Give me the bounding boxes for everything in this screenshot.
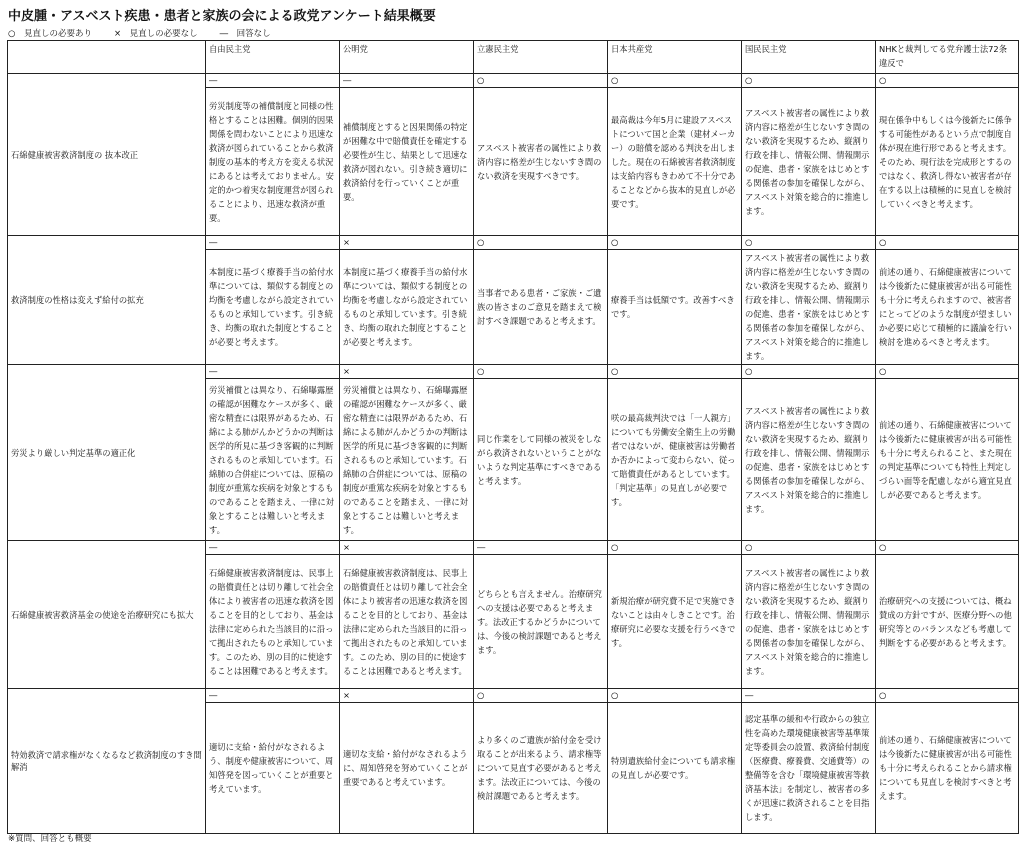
mark-cell: ― (206, 365, 340, 379)
answer-cell: 労災制度等の補償制度と同様の性格とすることは困難。個別的因果関係を問わないことにより迅速な救済が図られていることから救済制度の基本的考え方を変える状況にあるとは考えておりません。安定的かつ着実な制度運営が図られることにより、迅速な救済が重要。 (206, 88, 340, 236)
answer-cell: 新規治療が研究費不足で実施できないことは由々しきことです。治療研究に必要な支援を行うべきです。 (608, 555, 742, 689)
answer-cell: どちらとも言えません。治療研究への支援は必要であると考えます。法改正するかどうかについては、今後の検討課題であると考えます。 (474, 555, 608, 689)
mark-cell: ― (742, 689, 876, 703)
answer-cell: 前述の通り、石綿健康被害については今後新たに健康被害が出る可能性も十分に考えられますので、被害者にとってどのような制度が望ましいか必要に応じて積極的に議論を行い検討を進めるべきと考えます。 (876, 250, 1019, 365)
mark-cell: ○ (742, 74, 876, 88)
mark-cell: ― (206, 689, 340, 703)
mark-cell: ○ (742, 365, 876, 379)
mark-cell: ○ (608, 74, 742, 88)
answer-cell: 当事者である患者・ご家族・ご遺族の皆さまのご意見を踏まえて検討すべき課題であると考えます。 (474, 250, 608, 365)
answer-cell: より多くのご遺族が給付金を受け取ることが出来るよう、請求権等について見直す必要があると考えます。法改正については、今後の検討課題であると考えます。 (474, 703, 608, 834)
party-header: 立憲民主党 (474, 41, 608, 74)
answer-cell: 適切に支給・給付がなされるよう、制度や健康被害について、周知啓発を図っていくことが重要と考えています。 (206, 703, 340, 834)
answer-cell: 同じ作業をして同様の被災をしながら救済されないということがないような判定基準にすべきであると考えます。 (474, 379, 608, 541)
mark-cell: ― (206, 236, 340, 250)
page-title: 中皮腫・アスベスト疾患・患者と家族の会による政党アンケート結果概要 (8, 9, 436, 24)
answer-cell: 石綿健康被害救済制度は、民事上の賠償責任とは切り離して社会全体により被害者の迅速な救済を図ることを目的としており、基金は法律に定められた当該目的に沿って拠出されたものと承知しています。このため、別の目的に使途することは困難であると考えます。 (340, 555, 474, 689)
answer-cell: 最高裁は今年5月に建設アスベストについて国と企業（建材メーカー）の賠償を認める判決を出しました。現在の石綿被害者救済制度は支給内容もきわめて不十分であることなどから抜本的見直しが必要です。 (608, 88, 742, 236)
answer-cell: アスベスト被害者の属性により救済内容に格差が生じないすき間のない救済を実現するため、縦割り行政を排し、情報公開、情報開示の促進、患者・家族をはじめとする関係者の参加を確保しながら、アスベスト対策を総合的に推進します。 (742, 555, 876, 689)
answer-cell: 特別遺族給付金についても請求権の見直しが必要です。 (608, 703, 742, 834)
legend-item-yes: ○ 見直しの必要あり (8, 29, 92, 39)
mark-cell: ○ (474, 74, 608, 88)
header-row (8, 41, 1019, 74)
mark-cell: ― (206, 541, 340, 555)
mark-cell: ○ (876, 541, 1019, 555)
mark-cell: ― (340, 74, 474, 88)
mark-cell: ○ (876, 74, 1019, 88)
party-header: 公明党 (340, 41, 474, 74)
mark-cell: ○ (474, 236, 608, 250)
mark-cell: ○ (876, 236, 1019, 250)
answer-cell: 前述の通り、石綿健康被害については今後新たに健康被害が出る可能性も十分に考えられることから請求権についても見直しを検討すべきと考えます。 (876, 703, 1019, 834)
mark-cell: ― (474, 541, 608, 555)
party-header: NHKと裁判してる党弁護士法72条違反で (876, 41, 1019, 74)
legend-item-none: ― 回答なし (219, 29, 271, 39)
header-topic-cell (8, 41, 206, 74)
mark-cell: × (340, 689, 474, 703)
answer-cell: アスベスト被害者の属性により救済内容に格差が生じないすき間のない救済を実現すべきです。 (474, 88, 608, 236)
mark-cell: ○ (608, 365, 742, 379)
legend (8, 27, 271, 39)
mark-cell: ○ (608, 689, 742, 703)
party-header: 日本共産党 (608, 41, 742, 74)
topic-cell: 石綿健康被害救済基金の使途を治療研究にも拡大 (8, 541, 206, 689)
topic-cell: 労災より厳しい判定基準の適正化 (8, 365, 206, 541)
answer-cell: アスベスト被害者の属性により救済内容に格差が生じないすき間のない救済を実現するため、縦割り行政を排し、情報公開、情報開示の促進、患者・家族をはじめとする関係者の参加を確保しながら、アスベスト対策を総合的に推進します。 (742, 379, 876, 541)
legend-item-no: × 見直しの必要なし (113, 29, 198, 39)
topic-cell: 特効救済で請求権がなくなるなど救済制度のすき間解消 (8, 689, 206, 834)
answer-cell: 認定基準の緩和や行政からの独立性を高めた環境健康被害等基準策定等委員会の設置、救済給付制度（医療費、療養費、交通費等）の整備等を含む「環境健康被害等救済基本法」を制定し、被害者の多くが迅速に救済されることを目指します。 (742, 703, 876, 834)
topic-cell: 石綿健康被害救済制度の 抜本改正 (8, 74, 206, 236)
mark-cell: ○ (474, 365, 608, 379)
answer-cell: 補償制度とすると因果関係の特定が困難な中で賠償責任を確定する必要性が生じ、結果として迅速な救済が図れない。引き続き適切に救済給付を行っていくことが重要。 (340, 88, 474, 236)
mark-row (8, 365, 1019, 379)
answer-cell: 現在係争中もしくは今後新たに係争する可能性があるという点で制度自体が現在進行形であると考えます。そのため、現行法を完成形とするのではなく、救済し得ない被害者が存在する以上は積極的に見直しを検討していくべきと考えます。 (876, 88, 1019, 236)
answer-cell: 咲の最高裁判決では「一人親方」についても労働安全衛生上の労働者ではないが、健康被害は労働者か否かによって変わらない、従って賠償責任があるとしています。「判定基準」の見直しが必要です。 (608, 379, 742, 541)
answer-cell: 労災補償とは異なり、石綿曝露歴の確認が困難なケースが多く、厳密な精査には限界があるため、石綿による肺がんかどうかの判断は医学的所見に基づき客観的に判断されるものと承知しています。石綿肺の合併症については、原稿の制度が重篤な疾病を対象とするものであることを踏まえ、一律に対象とすることは難しいと考えます。 (340, 379, 474, 541)
mark-cell: ○ (742, 541, 876, 555)
survey-table-body (8, 41, 1019, 834)
answer-cell: 本制度に基づく療養手当の給付水準については、類似する制度との均衡を考慮しながら設定されているものと承知しています。引き続き、均衡の取れた制度とすることが必要と考えます。 (206, 250, 340, 365)
mark-cell: × (340, 541, 474, 555)
mark-cell: ○ (876, 689, 1019, 703)
party-header: 国民民主党 (742, 41, 876, 74)
topic-cell: 救済制度の性格は変えず給付の拡充 (8, 236, 206, 365)
mark-row (8, 74, 1019, 88)
mark-cell: ○ (742, 236, 876, 250)
footnote: ※質問、回答とも概要 (8, 834, 92, 844)
mark-cell: ○ (608, 541, 742, 555)
answer-cell: 石綿健康被害救済制度は、民事上の賠償責任とは切り離して社会全体により被害者の迅速な救済を図ることを目的としており、基金は法律に定められた当該目的に沿って拠出されたものと承知しています。このため、別の目的に使途することは困難であると考えます。 (206, 555, 340, 689)
answer-cell: 適切な支給・給付がなされるように、周知啓発を努めていくことが重要であると考えています。 (340, 703, 474, 834)
answer-cell: アスベスト被害者の属性により救済内容に格差が生じないすき間のない救済を実現するため、縦割り行政を排し、情報公開、情報開示の促進、患者・家族をはじめとする関係者の参加を確保しながら、アスベスト対策を総合的に推進します。 (742, 250, 876, 365)
mark-cell: ○ (876, 365, 1019, 379)
mark-row (8, 689, 1019, 703)
answer-cell: アスベスト被害者の属性により救済内容に格差が生じないすき間のない救済を実現するため、縦割り行政を排し、情報公開、情報開示の促進、患者・家族をはじめとする関係者の参加を確保しながら、アスベスト対策を総合的に推進します。 (742, 88, 876, 236)
answer-cell: 本制度に基づく療養手当の給付水準については、類似する制度との均衡を考慮しながら設定されているものと承知しています。引き続き、均衡の取れた制度とすることが必要と考えます。 (340, 250, 474, 365)
mark-row (8, 541, 1019, 555)
mark-cell: × (340, 365, 474, 379)
mark-cell: × (340, 236, 474, 250)
answer-cell: 労災補償とは異なり、石綿曝露歴の確認が困難なケースが多く、厳密な精査には限界があるため、石綿による肺がんかどうかの判断は医学的所見に基づき客観的に判断されるものと承知しています。石綿肺の合併症については、原稿の制度が重篤な疾病を対象とするものであることを踏まえ、一律に対象とすることは難しいと考えます。 (206, 379, 340, 541)
mark-cell: ○ (474, 689, 608, 703)
party-header: 自由民主党 (206, 41, 340, 74)
survey-table (7, 40, 1019, 834)
answer-cell: 前述の通り、石綿健康被害については今後新たに健康被害が出る可能性も十分に考えられること、また現在の判定基準についても特性上判定しづらい面等を配慮しながら適宜見直しが必要であると考えます。 (876, 379, 1019, 541)
mark-cell: ― (206, 74, 340, 88)
answer-cell: 療養手当は低額です。改善すべきです。 (608, 250, 742, 365)
mark-row (8, 236, 1019, 250)
answer-cell: 治療研究への支援については、概ね賛成の方針ですが、医療分野への他研究等とのバランスなども考慮して判断をする必要があると考えます。 (876, 555, 1019, 689)
mark-cell: ○ (608, 236, 742, 250)
